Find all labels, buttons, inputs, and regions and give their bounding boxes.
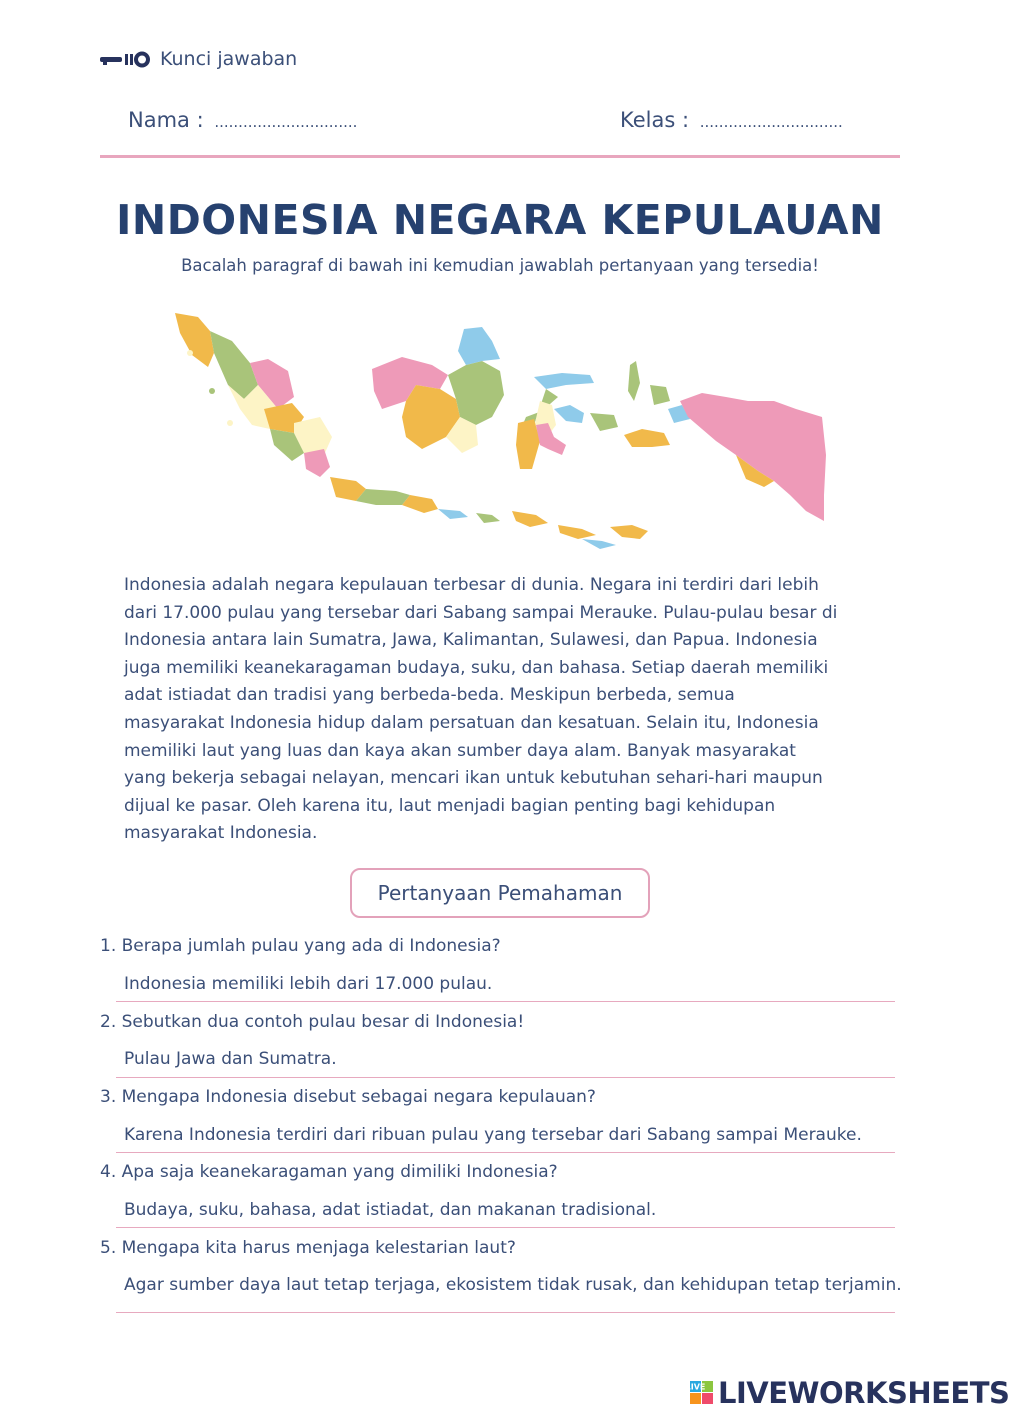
map-region — [624, 429, 670, 447]
answer-line — [116, 1152, 895, 1153]
header-divider — [100, 155, 900, 158]
map-island — [227, 420, 233, 426]
map-region — [175, 313, 214, 367]
name-label: Nama : — [128, 108, 204, 132]
map-region — [356, 489, 410, 505]
question-3: 3. Mengapa Indonesia disebut sebagai negara kepulauan? — [100, 1087, 596, 1107]
paragraph-line: masyarakat Indonesia hidup dalam persatuan dan kesatuan. Selain itu, Indonesia — [124, 712, 819, 733]
map-region — [628, 361, 640, 401]
answer-1[interactable]: Indonesia memiliki lebih dari 17.000 pulau. — [124, 974, 493, 994]
liveworksheets-logo[interactable] — [685, 1376, 1009, 1410]
answer-4[interactable]: Budaya, suku, bahasa, adat istiadat, dan makanan tradisional. — [124, 1200, 657, 1220]
map-region — [512, 511, 548, 527]
map-region — [582, 539, 616, 549]
map-region — [476, 513, 500, 523]
map-region — [554, 405, 584, 423]
logo-letters: LIVE — [685, 1382, 706, 1392]
paragraph-line: dijual ke pasar. Oleh karena itu, laut menjadi bagian penting bagi kehidupan — [124, 795, 776, 816]
instruction-text: Bacalah paragraf di bawah ini kemudian jawablah pertanyaan yang tersedia! — [181, 256, 819, 275]
brand-name: LIVEWORKSHEETS — [718, 1376, 1009, 1410]
answer-key-label: Kunci jawaban — [160, 48, 298, 70]
map-region — [590, 413, 618, 431]
answer-line — [116, 1312, 895, 1313]
paragraph-line: Indonesia adalah negara kepulauan terbesar di dunia. Negara ini terdiri dari lebih — [124, 575, 819, 595]
indonesia-map-icon — [170, 305, 830, 555]
paragraph-line: dari 17.000 pulau yang tersebar dari Sabang sampai Merauke. Pulau-pulau besar di — [124, 602, 838, 623]
answer-line — [116, 1001, 895, 1002]
paragraph-line: juga memiliki keanekaragaman budaya, suku, dan bahasa. Setiap daerah memiliki — [124, 657, 829, 678]
question-1: 1. Berapa jumlah pulau yang ada di Indonesia? — [100, 936, 501, 956]
live-logo-icon — [685, 1381, 714, 1405]
map-region — [438, 509, 468, 519]
name-blank[interactable]: .............................. — [214, 113, 358, 131]
question-5: 5. Mengapa kita harus menjaga kelestarian laut? — [100, 1238, 516, 1258]
class-blank[interactable]: .............................. — [699, 113, 843, 131]
answer-3[interactable]: Karena Indonesia terdiri dari ribuan pulau yang tersebar dari Sabang sampai Merauke. — [124, 1125, 862, 1145]
map-island — [187, 350, 193, 356]
worksheet-title: INDONESIA NEGARA KEPULAUAN — [116, 196, 884, 244]
answer-key-toggle[interactable] — [100, 48, 297, 70]
answer-line — [116, 1077, 895, 1078]
map-region — [304, 449, 330, 477]
paragraph-line: masyarakat Indonesia. — [124, 823, 318, 844]
map-region — [558, 525, 596, 539]
map-region — [680, 393, 826, 521]
map-region — [534, 373, 594, 389]
class-field[interactable] — [620, 108, 843, 132]
map-region — [458, 327, 500, 365]
answer-2[interactable]: Pulau Jawa dan Sumatra. — [124, 1049, 337, 1069]
map-region — [650, 385, 670, 405]
paragraph-line: memiliki laut yang luas dan kaya akan sumber daya alam. Banyak masyarakat — [124, 740, 796, 761]
key-icon — [100, 50, 150, 68]
map-island — [209, 388, 215, 394]
name-field[interactable] — [128, 108, 357, 132]
paragraph-line: adat istiadat dan tradisi yang berbeda-beda. Meskipun berbeda, semua — [124, 685, 735, 706]
paragraph-line: Indonesia antara lain Sumatra, Jawa, Kalimantan, Sulawesi, dan Papua. Indonesia — [124, 630, 818, 651]
class-label: Kelas : — [620, 108, 690, 132]
paragraph-line: yang bekerja sebagai nelayan, mencari ikan untuk kebutuhan sehari-hari maupun — [124, 768, 823, 789]
map-region — [610, 525, 648, 539]
reading-paragraph — [124, 572, 876, 848]
answer-5[interactable]: Agar sumber daya laut tetap terjaga, ekosistem tidak rusak, dan kehidupan tetap terjamin. — [124, 1275, 902, 1295]
answer-line — [116, 1227, 895, 1228]
section-title: Pertanyaan Pemahaman — [350, 868, 650, 918]
question-4: 4. Apa saja keanekaragaman yang dimiliki Indonesia? — [100, 1162, 558, 1182]
question-2: 2. Sebutkan dua contoh pulau besar di Indonesia! — [100, 1012, 525, 1032]
